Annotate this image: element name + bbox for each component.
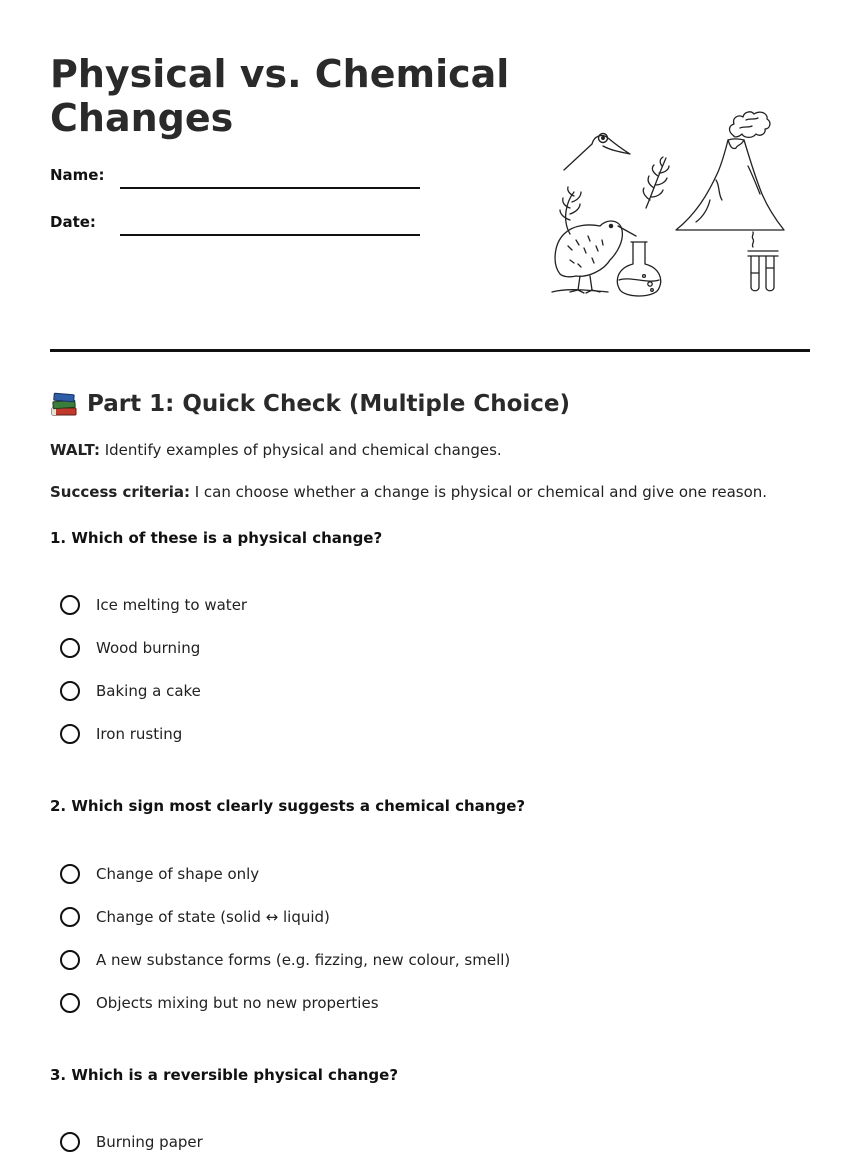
option-label: Baking a cake	[96, 682, 201, 700]
question-3: 3. Which is a reversible physical change?	[50, 1066, 399, 1084]
q2-option-1[interactable]	[60, 861, 259, 887]
q1-option-4[interactable]	[60, 721, 182, 747]
radio-button[interactable]	[60, 1132, 80, 1152]
radio-button[interactable]	[60, 993, 80, 1013]
radio-button[interactable]	[60, 864, 80, 884]
q2-option-4[interactable]	[60, 990, 379, 1016]
success-criteria	[50, 482, 767, 502]
radio-button[interactable]	[60, 681, 80, 701]
books-icon	[50, 391, 78, 417]
q3-option-1[interactable]	[60, 1129, 203, 1155]
page-title: Physical vs. Chemical Changes	[50, 52, 510, 140]
success-criteria-text: I can choose whether a change is physical or chemical and give one reason.	[189, 483, 768, 501]
walt-label: WALT:	[50, 441, 100, 459]
name-field-line[interactable]	[120, 187, 420, 189]
option-label: Change of state (solid ↔ liquid)	[96, 908, 330, 926]
option-label: Iron rusting	[96, 725, 183, 743]
radio-button[interactable]	[60, 950, 80, 970]
radio-button[interactable]	[60, 907, 80, 927]
q1-option-2[interactable]	[60, 635, 200, 661]
flask-icon	[617, 242, 660, 296]
walt-text: Identify examples of physical and chemical changes.	[99, 441, 502, 459]
option-label: Ice melting to water	[96, 596, 248, 614]
q1-option-1[interactable]	[60, 592, 247, 618]
option-label: Burning paper	[96, 1133, 203, 1151]
question-1: 1. Which of these is a physical change?	[50, 529, 383, 547]
success-criteria-label: Success criteria:	[50, 483, 190, 501]
walt-statement	[50, 440, 502, 460]
option-label: Objects mixing but no new properties	[96, 994, 379, 1012]
fern-icon	[643, 157, 669, 208]
option-label: Wood burning	[96, 639, 201, 657]
part1-heading-text: Part 1: Quick Check (Multiple Choice)	[87, 391, 571, 417]
radio-button[interactable]	[60, 595, 80, 615]
radio-button[interactable]	[60, 724, 80, 744]
radio-button[interactable]	[60, 638, 80, 658]
test-tubes-icon	[748, 232, 778, 291]
option-label: Change of shape only	[96, 865, 260, 883]
volcano-icon	[676, 112, 784, 230]
kiwi-bird-icon	[552, 187, 636, 293]
date-label: Date:	[50, 213, 96, 231]
kiwi-bird-icon	[564, 134, 630, 171]
date-field-line[interactable]	[120, 234, 420, 236]
science-illustration	[548, 96, 798, 301]
section-divider	[50, 349, 810, 352]
part1-heading	[50, 388, 570, 420]
q1-option-3[interactable]	[60, 678, 201, 704]
name-label: Name:	[50, 166, 105, 184]
q2-option-2[interactable]	[60, 904, 330, 930]
question-2: 2. Which sign most clearly suggests a chemical change?	[50, 797, 526, 815]
option-label: A new substance forms (e.g. fizzing, new colour, smell)	[96, 951, 511, 969]
q2-option-3[interactable]	[60, 947, 510, 973]
